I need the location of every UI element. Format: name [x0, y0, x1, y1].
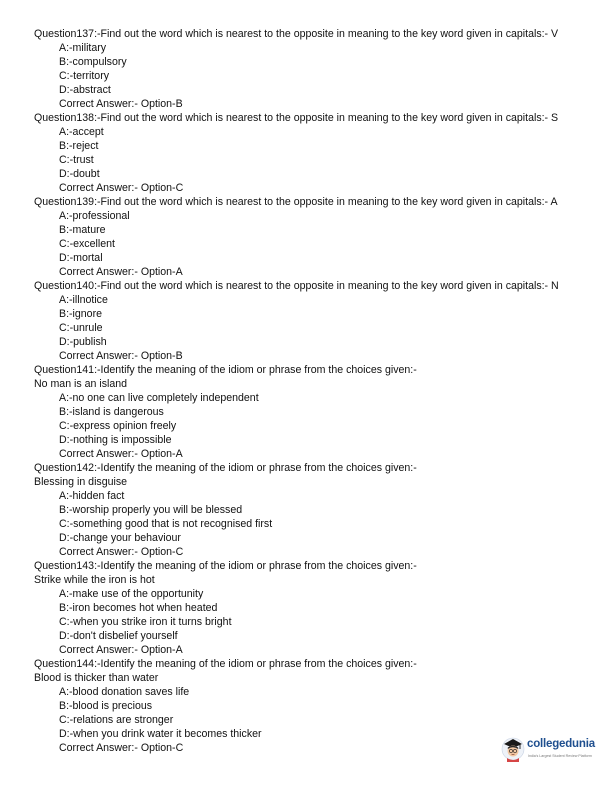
student-mascot-icon: [501, 736, 525, 764]
question-block: [0, 27, 613, 111]
question-text: Question141:-Identify the meaning of the idiom or phrase from the choices given:-: [34, 364, 417, 376]
question-document: [0, 27, 613, 755]
option-item: A:-professional: [59, 210, 130, 222]
option-item: B:-iron becomes hot when heated: [59, 602, 218, 614]
option-item: C:-territory: [59, 70, 110, 82]
option-item: B:-ignore: [59, 308, 102, 320]
question-block: [0, 559, 613, 657]
question-text: Question143:-Identify the meaning of the idiom or phrase from the choices given:-: [34, 560, 417, 572]
question-text: Question138:-Find out the word which is nearest to the opposite in meaning to the key word given in capitals:- S: [34, 112, 559, 124]
option-item: B:-compulsory: [59, 56, 127, 68]
option-item: B:-reject: [59, 140, 99, 152]
question-block: [0, 279, 613, 363]
correct-answer: Correct Answer:- Option-A: [59, 644, 183, 656]
idiom-phrase: No man is an island: [34, 378, 128, 390]
option-item: A:-no one can live completely independent: [59, 392, 259, 404]
correct-answer: Correct Answer:- Option-B: [59, 350, 183, 362]
question-block: [0, 363, 613, 461]
question-text: Question144:-Identify the meaning of the idiom or phrase from the choices given:-: [34, 658, 417, 670]
question-text: Question142:-Identify the meaning of the idiom or phrase from the choices given:-: [34, 462, 417, 474]
option-item: B:-mature: [59, 224, 106, 236]
option-item: C:-excellent: [59, 238, 115, 250]
collegedunia-logo: [499, 733, 609, 767]
option-item: A:-accept: [59, 126, 104, 138]
option-item: D:-don't disbelief yourself: [59, 630, 178, 642]
correct-answer: Correct Answer:- Option-A: [59, 266, 183, 278]
question-block: [0, 111, 613, 195]
option-item: D:-abstract: [59, 84, 111, 96]
option-item: A:-military: [59, 42, 107, 54]
option-item: A:-illnotice: [59, 294, 108, 306]
option-item: A:-make use of the opportunity: [59, 588, 204, 600]
option-item: A:-blood donation saves life: [59, 686, 190, 698]
option-item: B:-blood is precious: [59, 700, 153, 712]
option-item: C:-relations are stronger: [59, 714, 174, 726]
question-text: Question140:-Find out the word which is nearest to the opposite in meaning to the key word given in capitals:- N: [34, 280, 559, 292]
option-item: C:-something good that is not recognised first: [59, 518, 273, 530]
correct-answer: Correct Answer:- Option-A: [59, 448, 183, 460]
correct-answer: Correct Answer:- Option-C: [59, 742, 184, 754]
idiom-phrase: Blood is thicker than water: [34, 672, 159, 684]
option-item: A:-hidden fact: [59, 490, 125, 502]
option-item: D:-when you drink water it becomes thicker: [59, 728, 262, 740]
idiom-phrase: Strike while the iron is hot: [34, 574, 155, 586]
option-item: B:-island is dangerous: [59, 406, 164, 418]
correct-answer: Correct Answer:- Option-B: [59, 98, 183, 110]
option-item: D:-change your behaviour: [59, 532, 181, 544]
correct-answer: Correct Answer:- Option-C: [59, 546, 184, 558]
option-item: C:-express opinion freely: [59, 420, 177, 432]
option-item: C:-unrule: [59, 322, 103, 334]
logo-tagline: India's Largest Student Review Platform: [528, 754, 592, 758]
correct-answer: Correct Answer:- Option-C: [59, 182, 184, 194]
option-item: D:-doubt: [59, 168, 100, 180]
option-item: D:-publish: [59, 336, 107, 348]
question-block: [0, 195, 613, 279]
logo-brand-text: collegedunia: [527, 738, 595, 750]
question-text: Question139:-Find out the word which is nearest to the opposite in meaning to the key word given in capitals:- A: [34, 196, 558, 208]
option-item: C:-when you strike iron it turns bright: [59, 616, 232, 628]
question-text: Question137:-Find out the word which is nearest to the opposite in meaning to the key word given in capitals:- V: [34, 28, 559, 40]
option-item: B:-worship properly you will be blessed: [59, 504, 243, 516]
option-item: D:-nothing is impossible: [59, 434, 172, 446]
option-item: C:-trust: [59, 154, 94, 166]
question-block: [0, 461, 613, 559]
option-item: D:-mortal: [59, 252, 103, 264]
idiom-phrase: Blessing in disguise: [34, 476, 128, 488]
